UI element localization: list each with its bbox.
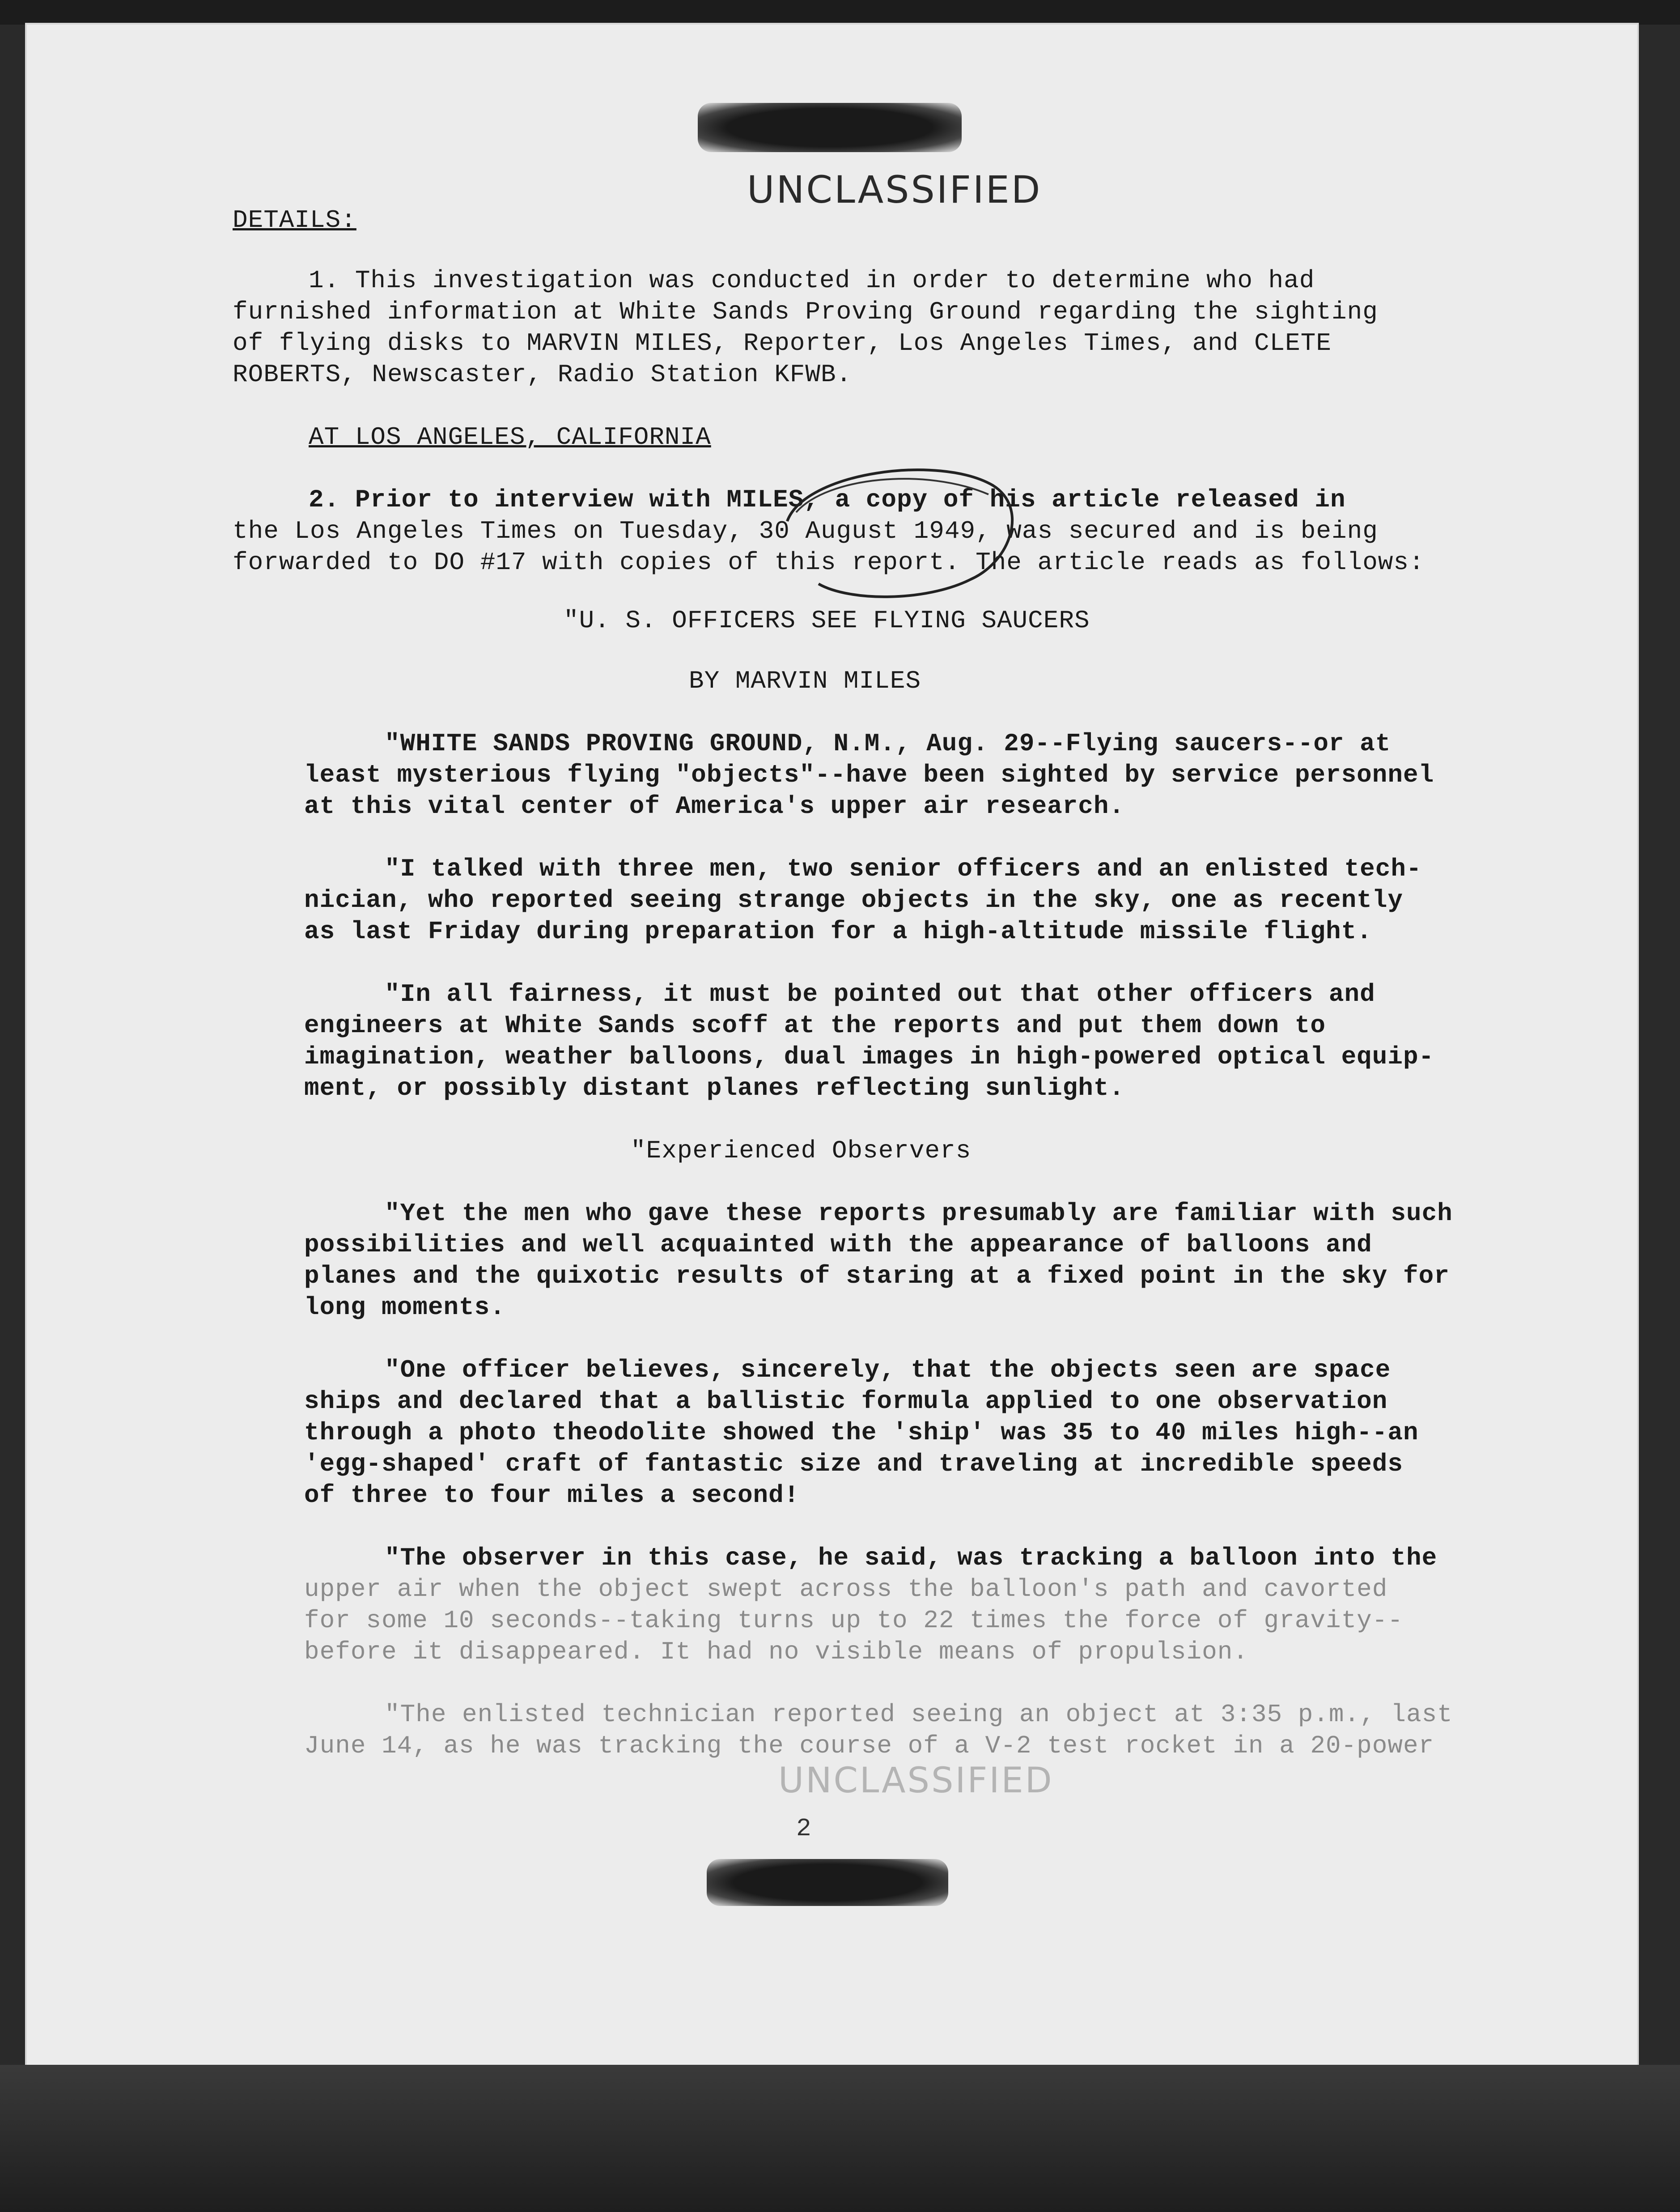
article-para6-line-3: for some 10 seconds--taking turns up to 22 times the force of gravity-- [304,1606,1403,1635]
redacted-classification-stamp-top [698,103,962,152]
article-para1-line-2: least mysterious flying "objects"--have been sighted by service personnel [304,761,1434,789]
article-para2-line-1: "I talked with three men, two senior officers and an enlisted tech- [385,855,1422,883]
article-byline: BY MARVIN MILES [689,667,921,695]
article-para7-line-2: June 14, as he was tracking the course of a V-2 test rocket in a 20-power [304,1731,1434,1760]
redacted-classification-stamp-bottom [707,1859,948,1906]
article-para3-line-1: "In all fairness, it must be pointed out that other officers and [385,980,1375,1008]
article-para4-line-2: possibilities and well acquainted with the appearance of balloons and [304,1230,1372,1259]
article-para1-line-1: "WHITE SANDS PROVING GROUND, N.M., Aug. 29--Flying saucers--or at [385,729,1391,758]
article-para6-line-2: upper air when the object swept across the balloon's path and cavorted [304,1575,1388,1604]
document-page [27,25,1637,2065]
article-para2-line-3: as last Friday during preparation for a high-altitude missile flight. [304,917,1372,946]
article-para2-line-2: nician, who reported seeing strange objects in the sky, one as recently [304,886,1403,915]
film-border-bottom [0,2065,1680,2212]
article-para5-line-1: "One officer believes, sincerely, that the objects seen are space [385,1356,1391,1384]
para1-line-4: ROBERTS, Newscaster, Radio Station KFWB. [233,360,852,389]
article-para1-line-3: at this vital center of America's upper air research. [304,792,1125,821]
para2-line-1: 2. Prior to interview with MILES, a copy of his article released in [309,485,1346,514]
para1-line-1: 1. This investigation was conducted in order to determine who had [309,266,1315,295]
article-para5-line-2: ships and declared that a ballistic formula applied to one observation [304,1387,1388,1416]
article-title: "U. S. OFFICERS SEE FLYING SAUCERS [564,606,1090,635]
article-para3-line-3: imagination, weather balloons, dual images in high-powered optical equip- [304,1042,1434,1071]
article-para5-line-5: of three to four miles a second! [304,1481,800,1510]
details-label: DETAILS: [233,206,356,234]
article-para4-line-3: planes and the quixotic results of staring at a fixed point in the sky for [304,1262,1450,1290]
article-subheading: "Experienced Observers [631,1136,972,1165]
article-para4-line-1: "Yet the men who gave these reports presumably are familiar with such [385,1199,1453,1228]
para1-line-3: of flying disks to MARVIN MILES, Reporter, Los Angeles Times, and CLETE [233,329,1332,357]
para1-line-2: furnished information at White Sands Proving Ground regarding the sighting [233,298,1378,326]
article-para5-line-3: through a photo theodolite showed the 'ship' was 35 to 40 miles high--an [304,1418,1419,1447]
article-para7-line-1: "The enlisted technician reported seeing an object at 3:35 p.m., last [385,1700,1453,1729]
unclassified-stamp-top: UNCLASSIFIED [747,168,1042,212]
article-para6-line-4: before it disappeared. It had no visible means of propulsion. [304,1638,1248,1666]
section-heading-los-angeles: AT LOS ANGELES, CALIFORNIA [309,423,711,451]
para2-line-3: forwarded to DO #17 with copies of this report. The article reads as follows: [233,548,1425,577]
film-border-top [0,0,1680,25]
para2-line-2: the Los Angeles Times on Tuesday, 30 August 1949, was secured and is being [233,517,1378,545]
article-para6-line-1: "The observer in this case, he said, was tracking a balloon into the [385,1544,1438,1572]
article-para3-line-4: ment, or possibly distant planes reflecting sunlight. [304,1074,1125,1102]
article-para4-line-4: long moments. [304,1293,505,1322]
unclassified-stamp-bottom: UNCLASSIFIED [778,1761,1054,1801]
page-number: 2 [796,1814,811,1843]
article-para5-line-4: 'egg-shaped' craft of fantastic size and traveling at incredible speeds [304,1450,1403,1478]
article-para3-line-2: engineers at White Sands scoff at the reports and put them down to [304,1011,1326,1040]
